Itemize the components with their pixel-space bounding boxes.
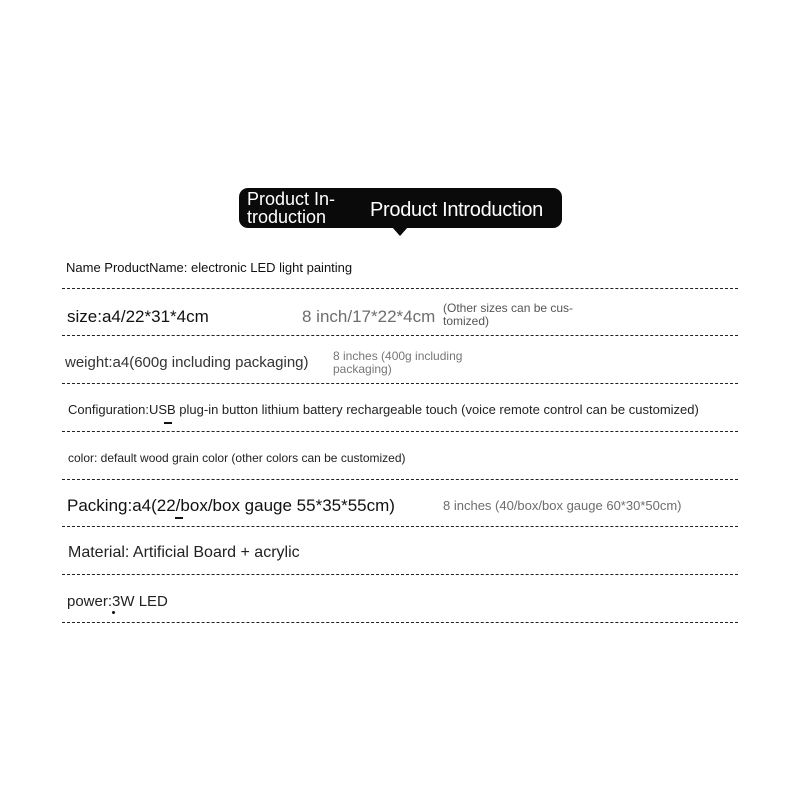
spec-packing-alt: 8 inches (40/box/box gauge 60*30*50cm) [443,498,682,513]
header-title-right: Product Introduction [370,199,543,221]
spec-configuration-text: Configuration:USB plug-in button lithium battery rechargeable touch (voice remote control can be customized) [68,402,699,417]
spec-power-mark [112,611,115,614]
spec-size-alt: 8 inch/17*22*4cm [302,307,436,326]
spec-weight-note [333,350,493,376]
spec-size-note-line1: (Other sizes can be cus- [443,301,574,315]
header-title-left-line2: troduction [247,207,327,227]
spec-configuration-mark [164,422,172,424]
section-header [239,188,562,228]
header-title-left [247,190,367,226]
spec-weight-note-line2: packaging) [333,362,392,376]
spec-row-material [62,527,738,575]
spec-row-size [62,289,738,336]
spec-row-color [62,432,738,480]
spec-weight-main: weight:a4(600g including packaging) [65,354,309,371]
spec-power-text: power:3W LED [67,593,168,610]
spec-row-power [62,575,738,623]
spec-size-note [443,302,593,328]
spec-packing-mark [175,517,183,519]
spec-name-text: Name ProductName: electronic LED light painting [66,260,353,275]
header-pointer [392,227,408,236]
spec-size-main: size:a4/22*31*4cm [67,307,209,326]
spec-row-name [62,250,738,289]
spec-color-text: color: default wood grain color (other colors can be customized) [68,451,406,465]
spec-row-packing [62,480,738,527]
spec-row-weight [62,336,738,384]
spec-row-configuration [62,384,738,432]
spec-packing-main: Packing:a4(22/box/box gauge 55*35*55cm) [67,496,395,515]
spec-weight-note-line1: 8 inches (400g including [333,349,463,363]
header-title-left-line1: Product In- [247,189,336,209]
spec-size-note-line2: tomized) [443,314,490,328]
spec-material-text: Material: Artificial Board + acrylic [68,544,300,561]
